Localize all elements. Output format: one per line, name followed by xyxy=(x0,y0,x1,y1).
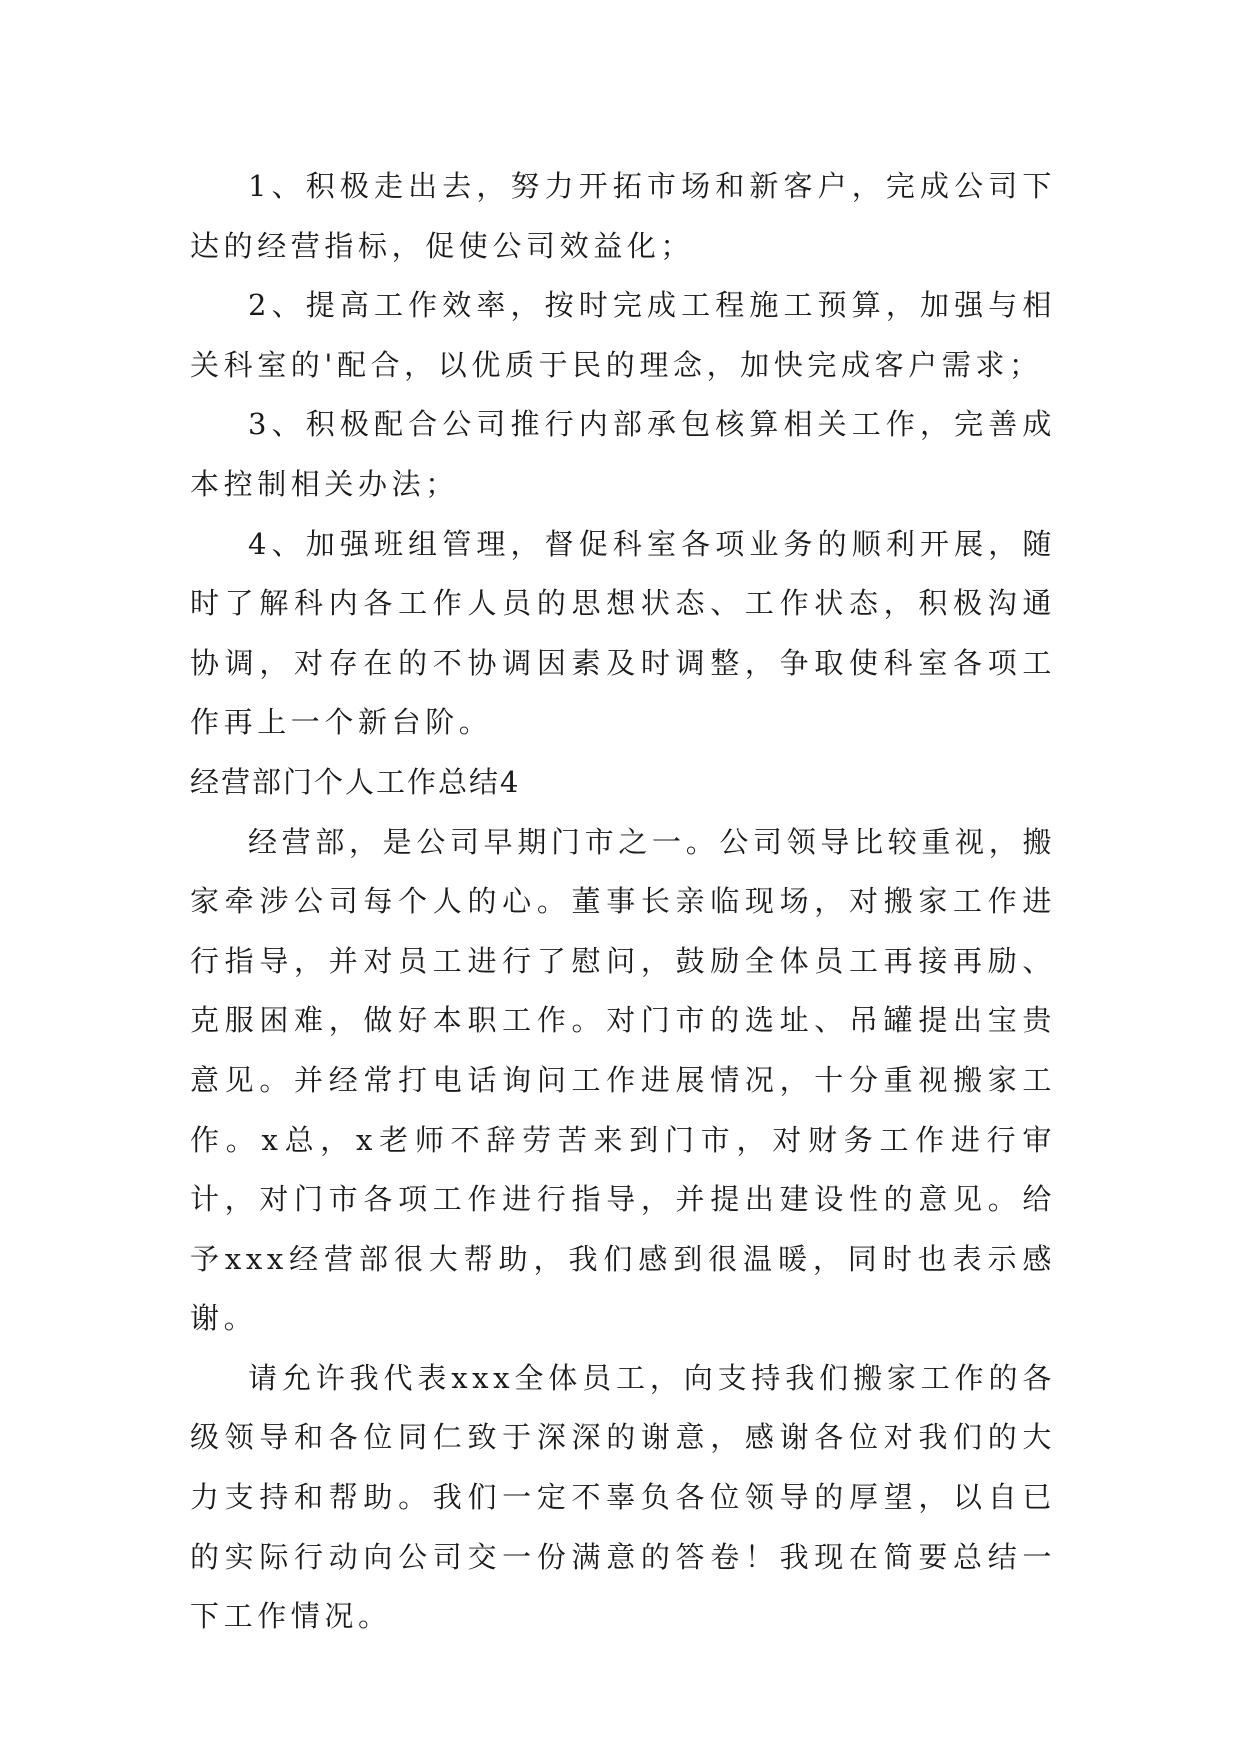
paragraph-thanks: 请允许我代表xxx全体员工，向支持我们搬家工作的各级领导和各位同仁致于深深的谢意，感谢各位对我们的大力支持和帮助。我们一定不辜负各位领导的厚望，以自已的实际行动向公司交一份满意的答卷！我现在简要总结一下工作情况。 xyxy=(190,1360,1056,1634)
paragraph-intro: 经营部，是公司早期门市之一。公司领导比较重视，搬家牵涉公司每个人的心。董事长亲临现场，对搬家工作进行指导，并对员工进行了慰问，鼓励全体员工再接再励、克服困难，做好本职工作。对门市的选址、吊罐提出宝贵意见。并经常打电话询问工作进展情况，十分重视搬家工作。x总，x老师不辞劳苦来到门市，对财务工作进行审计，对门市各项工作进行指导，并提出建设性的意见。给予xxx经营部很大帮助，我们感到很温暖，同时也表示感谢。 xyxy=(190,824,1056,1336)
document-body xyxy=(190,157,1056,1647)
paragraph-item-2: 2、提高工作效率，按时完成工程施工预算，加强与相关科室的'配合，以优质于民的理念，加快完成客户需求； xyxy=(190,288,1056,382)
paragraph-item-3: 3、积极配合公司推行内部承包核算相关工作，完善成本控制相关办法； xyxy=(190,407,1056,501)
paragraph-item-4: 4、加强班组管理，督促科室各项业务的顺利开展，随时了解科内各工作人员的思想状态、工作状态，积极沟通协调，对存在的不协调因素及时调整，争取使科室各项工作再上一个新台阶。 xyxy=(190,526,1056,740)
paragraph-item-1: 1、积极走出去，努力开拓市场和新客户，完成公司下达的经营指标，促使公司效益化； xyxy=(190,169,1056,263)
section-heading: 经营部门个人工作总结4 xyxy=(190,764,521,799)
